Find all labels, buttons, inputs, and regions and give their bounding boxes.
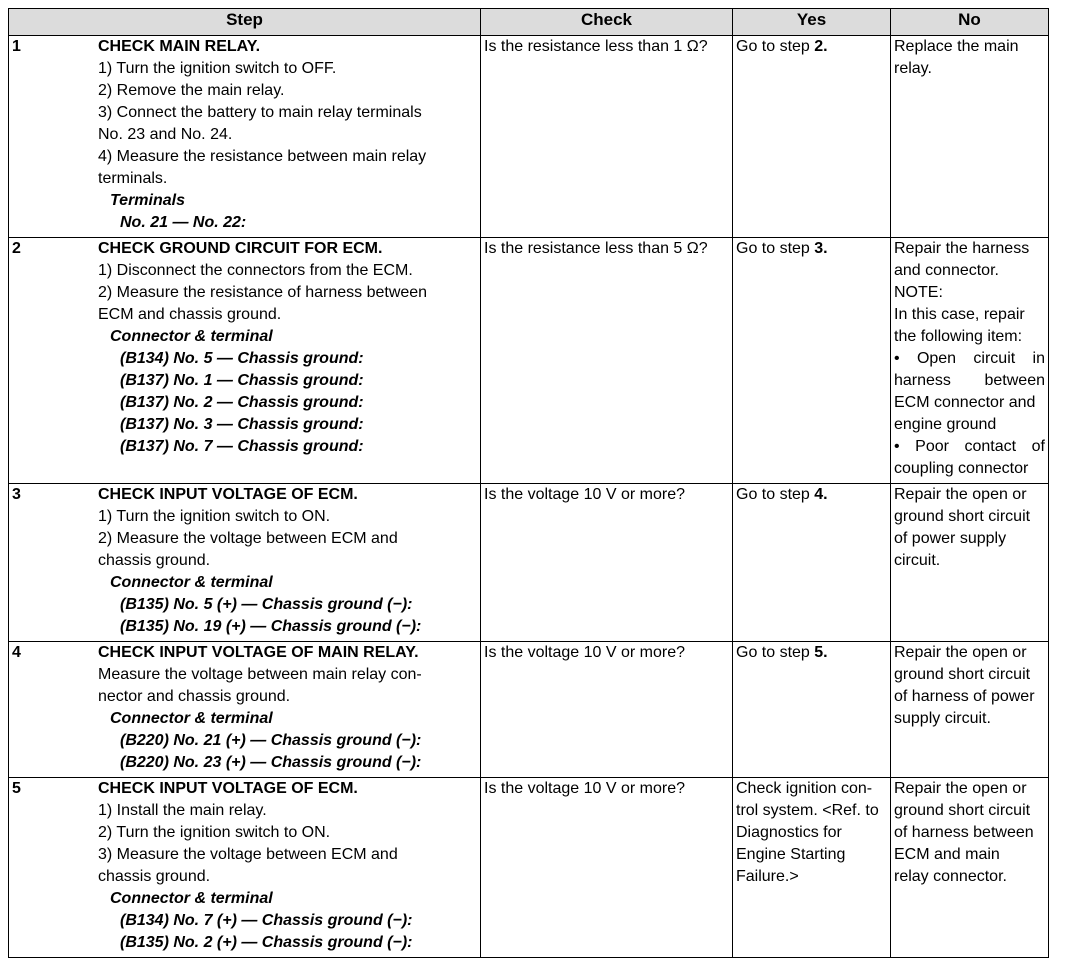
step-cell xyxy=(9,484,481,642)
no-line: relay connector. xyxy=(894,868,1007,885)
step-line: 2) Remove the main relay. xyxy=(98,82,285,99)
no-line: harness between xyxy=(894,372,1045,389)
table-row xyxy=(9,238,1049,484)
terminal-spec: (B135) No. 5 (+) — Chassis ground (−): xyxy=(120,596,413,613)
step-number: 1 xyxy=(12,38,21,55)
terminal-spec: No. 21 — No. 22: xyxy=(120,214,247,231)
yes-text: Go to step xyxy=(736,644,815,661)
diagnostic-table xyxy=(8,8,1049,958)
step-line: 3) Measure the voltage between ECM and xyxy=(98,846,398,863)
step-line: chassis ground. xyxy=(98,868,211,885)
step-line: ECM and chassis ground. xyxy=(98,306,282,323)
step-line: 1) Disconnect the connectors from the ECM. xyxy=(98,262,413,279)
terminal-header: Connector & terminal xyxy=(110,890,273,907)
header-step: Step xyxy=(9,9,481,36)
terminal-spec: (B134) No. 5 — Chassis ground: xyxy=(120,350,364,367)
no-line: supply circuit. xyxy=(894,710,991,727)
check-cell: Is the voltage 10 V or more? xyxy=(481,642,733,778)
step-line: 2) Turn the ignition switch to ON. xyxy=(98,824,331,841)
step-cell xyxy=(9,642,481,778)
no-line: circuit. xyxy=(894,552,941,569)
no-line: In this case, repair xyxy=(894,306,1025,323)
terminal-spec: (B220) No. 21 (+) — Chassis ground (−): xyxy=(120,732,422,749)
no-line: the following item: xyxy=(894,328,1023,345)
terminal-spec: (B134) No. 7 (+) — Chassis ground (−): xyxy=(120,912,413,929)
check-cell: Is the resistance less than 5 Ω? xyxy=(481,238,733,484)
yes-cell xyxy=(733,778,891,958)
yes-cell xyxy=(733,36,891,238)
step-number: 2 xyxy=(12,240,21,257)
terminal-spec: (B137) No. 2 — Chassis ground: xyxy=(120,394,364,411)
yes-line: Diagnostics for xyxy=(736,824,842,841)
no-line: • Poor contact of xyxy=(894,438,1045,455)
step-number: 4 xyxy=(12,644,21,661)
yes-text: Go to step xyxy=(736,38,815,55)
step-line: No. 23 and No. 24. xyxy=(98,126,233,143)
step-line: 1) Install the main relay. xyxy=(98,802,267,819)
step-title: CHECK INPUT VOLTAGE OF ECM. xyxy=(98,780,358,797)
step-line: 2) Measure the resistance of harness between xyxy=(98,284,428,301)
yes-cell xyxy=(733,642,891,778)
header-no: No xyxy=(891,9,1049,36)
no-line: • Open circuit in xyxy=(894,350,1045,367)
step-title: CHECK MAIN RELAY. xyxy=(98,38,261,55)
yes-step-ref: 4. xyxy=(814,486,828,503)
step-title: CHECK INPUT VOLTAGE OF MAIN RELAY. xyxy=(98,644,419,661)
step-line: Measure the voltage between main relay con- xyxy=(98,666,422,683)
no-line: of harness of power xyxy=(894,688,1035,705)
check-cell: Is the resistance less than 1 Ω? xyxy=(481,36,733,238)
no-line: ECM connector and xyxy=(894,394,1036,411)
no-line: ECM and main xyxy=(894,846,1000,863)
no-line: Repair the open or xyxy=(894,780,1027,797)
step-cell xyxy=(9,36,481,238)
yes-text: Go to step xyxy=(736,240,815,257)
terminal-spec: (B137) No. 3 — Chassis ground: xyxy=(120,416,364,433)
table-row xyxy=(9,484,1049,642)
step-line: 2) Measure the voltage between ECM and xyxy=(98,530,398,547)
yes-step-ref: 2. xyxy=(814,38,828,55)
step-cell xyxy=(9,778,481,958)
no-line: NOTE: xyxy=(894,284,943,301)
no-line: relay. xyxy=(894,60,932,77)
yes-line: Engine Starting xyxy=(736,846,846,863)
no-line: of power supply xyxy=(894,530,1007,547)
no-line: of harness between xyxy=(894,824,1034,841)
yes-text: Go to step xyxy=(736,486,815,503)
no-cell xyxy=(891,36,1049,238)
yes-cell xyxy=(733,238,891,484)
terminal-header: Connector & terminal xyxy=(110,328,273,345)
terminal-spec: (B137) No. 7 — Chassis ground: xyxy=(120,438,364,455)
check-cell: Is the voltage 10 V or more? xyxy=(481,484,733,642)
no-line: ground short circuit xyxy=(894,508,1031,525)
terminal-spec: (B135) No. 19 (+) — Chassis ground (−): xyxy=(120,618,422,635)
table-row xyxy=(9,36,1049,238)
terminal-header: Terminals xyxy=(110,192,185,209)
no-line: and connector. xyxy=(894,262,999,279)
no-line: ground short circuit xyxy=(894,666,1031,683)
terminal-header: Connector & terminal xyxy=(110,710,273,727)
yes-cell xyxy=(733,484,891,642)
no-cell xyxy=(891,778,1049,958)
no-line: coupling connector xyxy=(894,460,1029,477)
step-line: 1) Turn the ignition switch to ON. xyxy=(98,508,331,525)
step-line: 1) Turn the ignition switch to OFF. xyxy=(98,60,337,77)
yes-line: Failure.> xyxy=(736,868,799,885)
no-line: Replace the main xyxy=(894,38,1019,55)
step-number: 3 xyxy=(12,486,21,503)
table-row xyxy=(9,642,1049,778)
yes-line: Check ignition con- xyxy=(736,780,873,797)
no-cell xyxy=(891,484,1049,642)
no-line: ground short circuit xyxy=(894,802,1031,819)
step-number: 5 xyxy=(12,780,21,797)
no-line: Repair the harness xyxy=(894,240,1030,257)
no-line: Repair the open or xyxy=(894,644,1027,661)
step-line: 4) Measure the resistance between main relay xyxy=(98,148,427,165)
terminal-spec: (B137) No. 1 — Chassis ground: xyxy=(120,372,364,389)
step-line: nector and chassis ground. xyxy=(98,688,291,705)
header-yes: Yes xyxy=(733,9,891,36)
terminal-spec: (B135) No. 2 (+) — Chassis ground (−): xyxy=(120,934,413,951)
yes-step-ref: 3. xyxy=(814,240,828,257)
yes-step-ref: 5. xyxy=(814,644,828,661)
step-cell xyxy=(9,238,481,484)
terminal-header: Connector & terminal xyxy=(110,574,273,591)
no-line: engine ground xyxy=(894,416,997,433)
check-cell: Is the voltage 10 V or more? xyxy=(481,778,733,958)
step-title: CHECK INPUT VOLTAGE OF ECM. xyxy=(98,486,358,503)
step-line: terminals. xyxy=(98,170,168,187)
terminal-spec: (B220) No. 23 (+) — Chassis ground (−): xyxy=(120,754,422,771)
no-cell xyxy=(891,238,1049,484)
step-line: chassis ground. xyxy=(98,552,211,569)
no-cell xyxy=(891,642,1049,778)
header-check: Check xyxy=(481,9,733,36)
step-title: CHECK GROUND CIRCUIT FOR ECM. xyxy=(98,240,383,257)
table-header-row xyxy=(9,9,1049,36)
table-row xyxy=(9,778,1049,958)
yes-line: trol system. <Ref. to xyxy=(736,802,879,819)
no-line: Repair the open or xyxy=(894,486,1027,503)
step-line: 3) Connect the battery to main relay terminals xyxy=(98,104,422,121)
